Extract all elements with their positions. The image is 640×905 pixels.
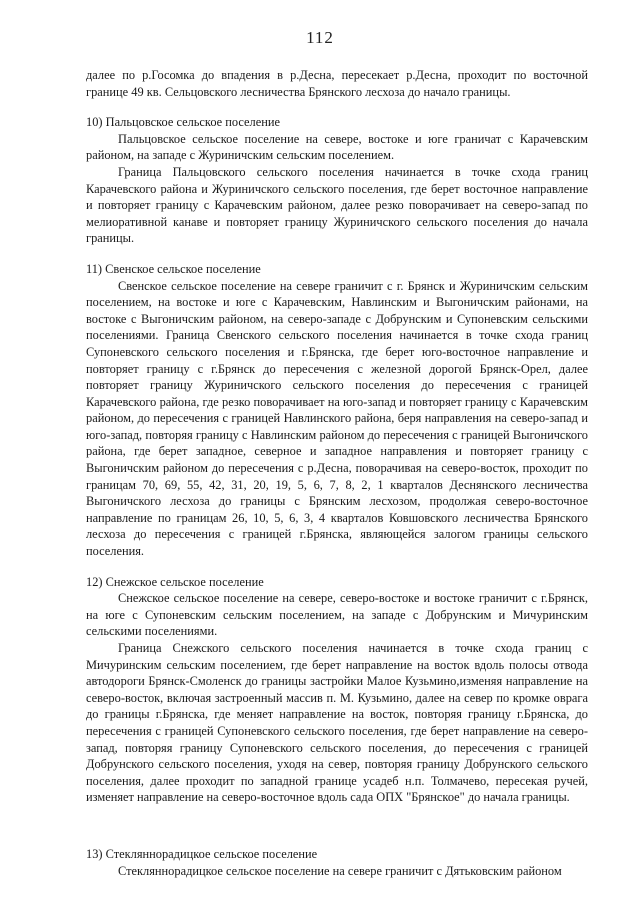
section-heading: 11) Свенское сельское поселение — [86, 261, 261, 276]
section-heading: 13) Стекляннорадицкое сельское поселение — [86, 846, 318, 861]
section-svenskoe — [86, 261, 588, 560]
intro-paragraph: далее по р.Госомка до впадения в р.Десна, пересекает р.Десна, проходит по восточной границе 49 кв. Сельцовского лесничества Брянского лесхоза до начало границы. — [86, 68, 588, 99]
document-body — [86, 67, 588, 879]
section-paragraph: Граница Пальцовского сельского поселения начинается в точке схода границ Карачевского района и Журиничского сельского поселения, где берет восточное направление и повторяет границу с Карачевским районом, далее резко поворачивает на северо-запад по мелиоративной канаве и повторяет границу Журиничского сельского поселения до начала границы. — [86, 164, 588, 246]
section-paragraph: Граница Снежского сельского поселения начинается в точке схода границ с Мичуринским сельским поселением, где берет направление на восток вдоль полосы отвода автодороги Брянск-Смоленск до границы застройки Малое Кузьмино,изменяя направление на северо-восток, включая застроенный массив п. М. Кузьмино, далее на север по кромке оврага до границы г.Брянска, где меняет направление на восток, повторяя границу г.Брянска, до пересечения с границей Супоневского сельского поселения, где берет направление на северо-запад, повторяя границу Супоневского сельского поселения, до пересечения с границей Добрунского сельского поселения, уходя на север, повторяя границу Добрунского сельского поселения, далее проходит по западной границе усадеб н.п. Толмачево, пересекая ручей, изменяет направление на северо-восточное вдоль сада ОПХ "Брянское" до начала границы. — [86, 641, 588, 805]
section-paragraph: Снежское сельское поселение на севере, северо-востоке и востоке граничит с г.Брянск, на юге с Супоневским сельским поселением, на западе с Добрунским и Мичуринским сельскими поселениями. — [86, 591, 588, 639]
section-heading: 10) Пальцовское сельское поселение — [86, 115, 280, 130]
section-paragraph: Стекляннорадицкое сельское поселение на севере граничит с Дятьковским районом — [118, 863, 562, 878]
section-paragraph: Свенское сельское поселение на севере граничит с г. Брянск и Журиничским сельским поселением, на востоке и юге с Карачевским, Навлинским и Выгоничским районами, на востоке с Выгоничским районом, на северо-западе с Добрунским и Супоневским сельскими поселениями. Граница Свенского сельского поселения начинается в точке схода границ Супоневского сельского поселения и г.Брянска, где берет юго-восточное направление и повторяет границу с г.Брянск до пересечения с железной дорогой Брянск-Орел, далее повторяет границу Журиничского сельского поселения до пересечения с границей Карачевского района, где резко поворачивает на юго-запад и повторяет границу с Карачевским районом, до пересечения с границей Навлинского района, беря направления на северо-запад и юго-запад, повторяя границу с Навлинским районом до пересечения с границей Выгоничского района, где берет западное, северное и западное направления и повторяет границу с Выгоничским районом до пересечения с р.Десна, поворачивая на северо-восток, проходит по границам 70, 69, 55, 42, 31, 20, 19, 5, 6, 7, 8, 2, 1 кварталов Деснянского лесничества Выгоничского лесхоза до границы с Брянским лесхозом, продолжая северо-восточное направление по границам 26, 10, 5, 6, 3, 4 кварталов Ковшовского лесничества Брянского лесхоза до пересечения с границей г.Брянска, являющейся залогом границы сельского поселения. — [86, 278, 588, 559]
section-snezhskoe — [86, 574, 588, 806]
section-steklyannoraditskoe — [86, 846, 588, 879]
section-paltsovskoe — [86, 114, 588, 247]
page-number: 112 — [306, 28, 334, 47]
section-paragraph: Пальцовское сельское поселение на севере, востоке и юге граничат с Карачевским районом, на западе с Журиничским сельским поселением. — [86, 131, 588, 163]
section-heading: 12) Снежское сельское поселение — [86, 574, 264, 589]
